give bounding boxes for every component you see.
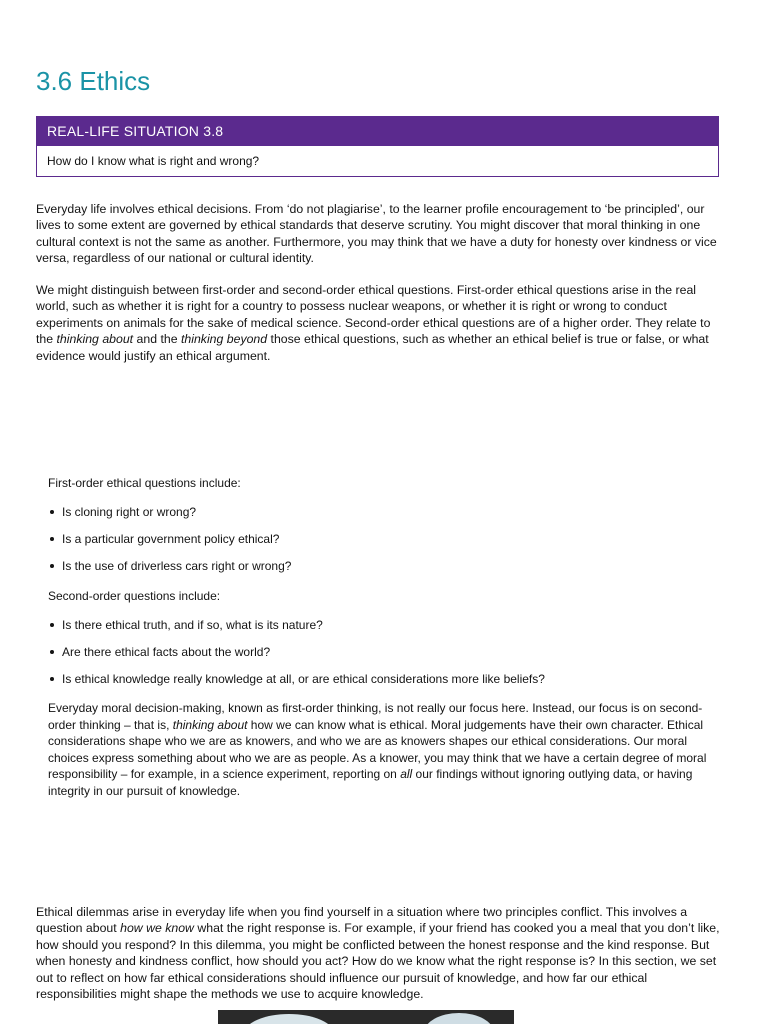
list-item	[48, 504, 291, 531]
paragraph-text: We might distinguish between first-order and second-order ethical questions. First-order ethical questions arise in the real world, such as whether it is right for a country to possess nuclear weapons, or whether it is right or wrong to conduct experiments on animals for the sake of medical science. Second-order ethical questions are of a higher order. They relate to the	[36, 283, 711, 347]
section-title: 3.6 Ethics	[36, 66, 151, 96]
emphasis-text: thinking about	[56, 332, 134, 347]
list-item-text: Is there ethical truth, and if so, what is its nature?	[62, 618, 323, 632]
bullet-icon	[50, 677, 54, 681]
paragraph-order-distinction	[36, 282, 726, 364]
list-item	[48, 617, 545, 644]
paragraph-text: Ethical dilemmas arise in everyday life when you find yourself in a situation where two principles conflict. This involves a question about	[36, 905, 688, 936]
paragraph-text: and the	[133, 332, 181, 347]
first-order-intro: First-order ethical questions include:	[48, 476, 241, 490]
emphasis-text: all	[400, 767, 413, 781]
bullet-icon	[50, 650, 54, 654]
emphasis-text: thinking beyond	[180, 332, 268, 347]
real-life-situation-question: How do I know what is right and wrong?	[47, 154, 260, 168]
list-item-text: Are there ethical facts about the world?	[62, 645, 271, 659]
paragraph-text: how we can know what is ethical. Moral judgements have their own character. Ethical considerations shape who we are as knowers, and who we are as knowers shapes our ethical considerations. Our moral choices express something about who we are as people. As a knower, you may think that we have a certain degree of moral responsibility – for example, in a science experiment, reporting on	[48, 717, 707, 781]
paragraph-ethical-dilemmas	[36, 904, 726, 1002]
list-item	[48, 644, 545, 671]
cropped-photo	[218, 1010, 514, 1024]
list-item	[48, 558, 291, 585]
emphasis-text: thinking about	[172, 717, 248, 732]
second-order-list	[48, 617, 545, 698]
bullet-icon	[50, 510, 54, 514]
first-order-list	[48, 504, 291, 585]
paragraph-intro: Everyday life involves ethical decisions. From ‘do not plagiarise’, to the learner profile encouragement to ‘be principled’, our lives to some extent are governed by ethical standards that deserve scrutiny. You might discover that moral thinking in one cultural context is not the same as another. Furthermore, you may think that we have a duty for honesty over kindness or vice versa, regardless of our national or cultural identity.	[36, 202, 717, 266]
paragraph-text: our findings without ignoring outlying data, or having integrity in our pursuit of knowledge.	[48, 767, 693, 798]
list-item-text: Is ethical knowledge really knowledge at all, or are ethical considerations more like beliefs?	[62, 672, 545, 686]
bullet-icon	[50, 623, 54, 627]
paragraph-second-order-focus	[48, 700, 720, 799]
paragraph-text: what the right response is. For example, if your friend has cooked you a meal that you don’t like, how should you respond? In this dilemma, you might be conflicted between the honest response and the kind response. But when honesty and kindness conflict, how should you act? How do we know what the right response is? In this section, we set out to reflect on how far ethical considerations should influence our pursuit of knowledge, and how far our ethical responsibilities might shape the methods we use to acquire knowledge.	[36, 921, 720, 1002]
list-item-text: Is cloning right or wrong?	[62, 505, 197, 519]
list-item	[48, 531, 291, 558]
real-life-situation-label: REAL-LIFE SITUATION 3.8	[37, 117, 718, 146]
bullet-icon	[50, 537, 54, 541]
bullet-icon	[50, 564, 54, 568]
list-item-text: Is a particular government policy ethical?	[62, 532, 280, 546]
list-item-text: Is the use of driverless cars right or wrong?	[62, 559, 292, 573]
real-life-situation-box	[36, 116, 719, 177]
list-item	[48, 671, 545, 698]
photo-shape	[244, 1014, 334, 1024]
photo-shape	[424, 1013, 494, 1024]
paragraph-text: those ethical questions, such as whether an ethical belief is true or false, or what evidence would justify an ethical argument.	[36, 332, 709, 363]
paragraph-text: Everyday moral decision-making, known as first-order thinking, is not really our focus here. Instead, our focus is on second-order thinking – that is,	[48, 701, 703, 732]
emphasis-text: how we know	[120, 921, 194, 936]
second-order-intro: Second-order questions include:	[48, 589, 221, 603]
